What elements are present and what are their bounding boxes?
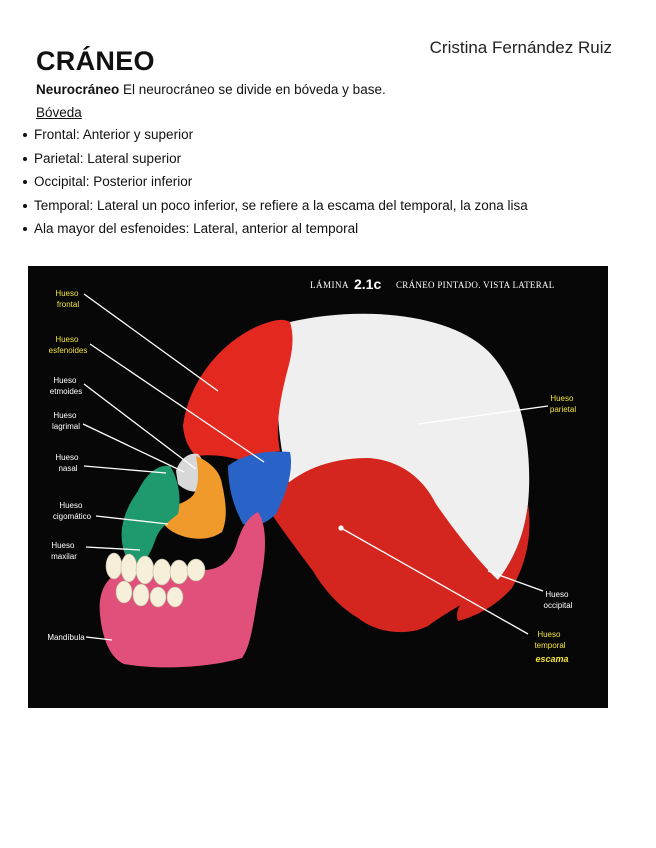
intro-paragraph [36,82,386,97]
label-mandibula: Mandíbula [47,633,85,642]
label-hueso-temporal: Hueso temporal [534,630,566,650]
page-title: CRÁNEO [36,46,155,76]
label-hueso-cigomatico: Hueso cigomático [52,501,92,521]
frontal-bone [183,320,293,461]
author-name: Cristina Fernández Ruiz [429,38,612,57]
bullet-frontal: Frontal: Anterior y superior [20,126,528,150]
bullet-esfenoides: Ala mayor del esfenoides: Lateral, anterior al temporal [20,220,528,244]
bullet-list [20,126,528,244]
label-hueso-parietal: Hueso parietal [549,394,577,414]
intro-text: El neurocráneo se divide en bóveda y base. [119,82,386,97]
section-heading-boveda: Bóveda [36,105,82,120]
label-hueso-etmoides: Hueso etmoides [49,376,83,396]
label-hueso-frontal: Hueso frontal [55,289,80,309]
label-hueso-occipital: Hueso occipital [543,590,573,610]
plate-title: CRÁNEO PINTADO. VISTA LATERAL [396,280,555,290]
skull-figure [28,266,608,708]
intro-term: Neurocráneo [36,82,120,97]
label-hueso-lagrimal: Hueso lagrimal [51,411,81,431]
skull-illustration [28,266,608,708]
bullet-occipital: Occipital: Posterior inferior [20,173,528,197]
plate-number: 2.1c [354,276,382,292]
label-hueso-maxilar: Hueso maxilar [51,541,77,561]
plate-label: LÁMINA [310,280,349,290]
bullet-parietal: Parietal: Lateral superior [20,150,528,174]
label-hueso-esfenoides: Hueso esfenoides [48,335,88,355]
label-escama: escama [535,654,569,664]
label-hueso-nasal: Hueso nasal [55,453,79,473]
maxilla-bone [122,466,180,568]
bullet-temporal: Temporal: Lateral un poco inferior, se refiere a la escama del temporal, la zona lisa [20,197,528,221]
